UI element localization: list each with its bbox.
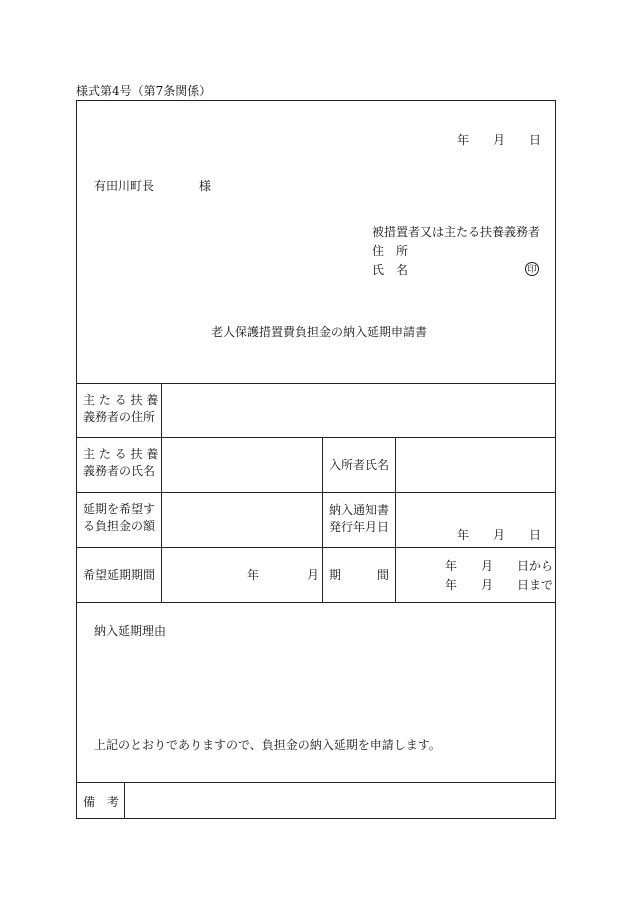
period-from-month: 月 xyxy=(481,559,494,573)
notice-date-day: 日 xyxy=(529,528,542,542)
column-divider xyxy=(322,437,323,602)
notice-date-month: 月 xyxy=(493,528,506,542)
column-divider xyxy=(161,383,162,602)
guardian-name-label-line2: 義務者の氏名 xyxy=(83,464,156,478)
row-divider xyxy=(76,492,556,493)
guardian-name-label-line1: 主 た る 扶 養 xyxy=(83,447,159,461)
row-divider xyxy=(76,782,556,783)
application-statement: 上記のとおりでありますので、負担金の納入延期を申請します。 xyxy=(94,738,441,752)
guardian-address-label-line1: 主 た る 扶 養 xyxy=(83,393,159,407)
term-label-a: 期 xyxy=(329,568,342,582)
addressee: 有田川町長 xyxy=(94,179,155,193)
remarks-label-a: 備 xyxy=(83,795,96,809)
guardian-address-label-line2: 義務者の住所 xyxy=(83,410,156,424)
amount-label-line1: 延期を希望す xyxy=(83,502,156,516)
document-title: 老人保護措置費負担金の納入延期申請書 xyxy=(211,325,428,339)
address-label: 住 所 xyxy=(372,244,409,258)
row-divider xyxy=(76,383,556,384)
remarks-label-b: 考 xyxy=(107,795,120,809)
term-label-b: 間 xyxy=(377,568,390,582)
desired-period-label: 希望延期期間 xyxy=(83,568,156,582)
header-date-year: 年 xyxy=(457,133,470,147)
amount-label xyxy=(83,501,155,535)
row-divider xyxy=(76,602,556,603)
period-to-month: 月 xyxy=(481,578,494,592)
seal-mark: 印 xyxy=(525,262,539,276)
amount-label-line2: る負担金の額 xyxy=(83,519,156,533)
period-to-day: 日まで xyxy=(517,578,554,592)
period-from-year: 年 xyxy=(445,559,458,573)
form-number-label: 様式第4号（第7条関係） xyxy=(76,84,212,98)
guardian-address-label xyxy=(83,392,158,426)
applicant-role: 被措置者又は主たる扶養義務者 xyxy=(372,225,541,239)
name-label: 氏 名 xyxy=(372,263,409,277)
period-to-year: 年 xyxy=(445,578,458,592)
column-divider xyxy=(124,782,125,819)
notice-date-label-line1: 納入通知書 xyxy=(329,503,390,517)
notice-date-label-line2: 発行年月日 xyxy=(329,520,390,534)
period-from-day: 日から xyxy=(517,559,554,573)
period-years: 年 xyxy=(247,568,260,582)
header-date-month: 月 xyxy=(493,133,506,147)
honorific: 様 xyxy=(199,179,212,193)
resident-name-label: 入所者氏名 xyxy=(329,458,390,472)
notice-date-year: 年 xyxy=(457,528,470,542)
guardian-name-label xyxy=(83,446,158,480)
column-divider xyxy=(395,437,396,602)
header-date-day: 日 xyxy=(529,133,542,147)
row-divider xyxy=(76,437,556,438)
reason-label: 納入延期理由 xyxy=(94,624,167,638)
row-divider xyxy=(76,547,556,548)
period-months: 月 xyxy=(307,568,320,582)
notice-date-label xyxy=(329,502,389,536)
